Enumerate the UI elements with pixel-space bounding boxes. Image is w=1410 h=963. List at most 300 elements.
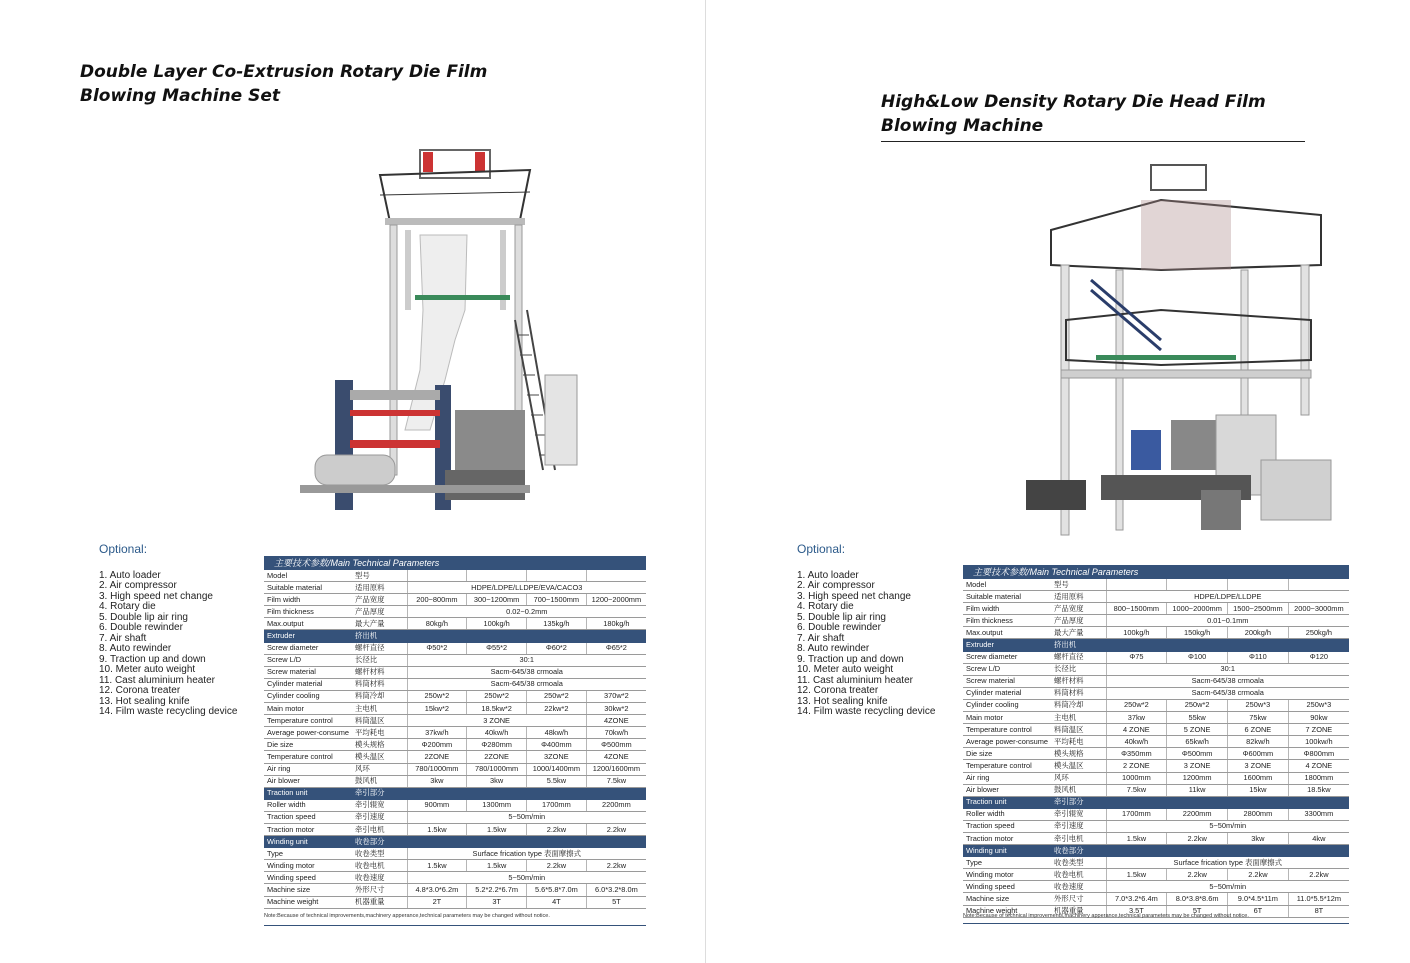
spec-row — [963, 820, 1349, 832]
param-value: Φ75 — [1106, 651, 1167, 663]
param-name-en: Die size — [264, 739, 352, 751]
param-value: Φ500mm — [586, 739, 646, 751]
param-name-cn: 牵引速度 — [1051, 820, 1106, 832]
optional-items — [797, 571, 935, 718]
param-name-en: Type — [264, 848, 352, 860]
param-name-cn: 收卷部分 — [352, 836, 407, 848]
param-value: 4 ZONE — [1106, 724, 1167, 736]
param-name-en: Cylinder material — [264, 678, 352, 690]
spec-row — [264, 872, 646, 884]
spec-row — [963, 579, 1349, 591]
param-name-cn: 料筒材料 — [352, 678, 407, 690]
param-value: 3 ZONE — [1228, 760, 1289, 772]
spec-row — [963, 736, 1349, 748]
param-value: 5 ZONE — [1167, 724, 1228, 736]
param-name-en: Traction unit — [963, 796, 1051, 808]
spec-row — [264, 618, 646, 630]
page-title — [80, 60, 487, 108]
param-value-shared: 0.01~0.1mm — [1106, 615, 1349, 627]
spec-row — [264, 896, 646, 908]
param-value: 90kw — [1288, 712, 1349, 724]
param-name-cn: 螺杆直径 — [1051, 651, 1106, 663]
spec-row — [963, 615, 1349, 627]
param-name-en: Cylinder cooling — [264, 690, 352, 702]
param-value: 1600mm — [1228, 772, 1289, 784]
param-name-cn: 最大产量 — [1051, 627, 1106, 639]
param-value: 2200mm — [586, 799, 646, 811]
param-name-en: Film thickness — [963, 615, 1051, 627]
param-name-en: Traction unit — [264, 787, 352, 799]
param-value: 2800mm — [1228, 808, 1289, 820]
spec-row — [963, 772, 1349, 784]
param-value: 100kg/h — [1106, 627, 1167, 639]
param-name-cn: 牵引辊宽 — [352, 799, 407, 811]
disclaimer-note: Note:Because of technical improvements,machinery apperance,technical parameters may be changed without notice. — [963, 913, 1249, 919]
param-value-shared: 30:1 — [407, 654, 646, 666]
param-value — [1228, 579, 1289, 591]
param-name-en: Suitable material — [264, 582, 352, 594]
param-value: Φ55*2 — [467, 642, 527, 654]
param-name-en: Machine weight — [963, 905, 1051, 917]
param-value: 7.5kw — [586, 775, 646, 787]
optional-item: 2. Air compressor — [99, 580, 177, 591]
spec-row — [963, 627, 1349, 639]
param-name-cn: 螺杆材料 — [352, 666, 407, 678]
spec-row — [963, 857, 1349, 869]
param-value — [467, 570, 527, 582]
param-name-en: Film thickness — [264, 606, 352, 618]
param-value: Φ200mm — [407, 739, 467, 751]
param-value: 780/1000mm — [467, 763, 527, 775]
optional-item: 4. Rotary die — [99, 601, 156, 612]
param-value: 22kw*2 — [527, 703, 587, 715]
optional-item: 7. Air shaft — [797, 632, 845, 644]
param-name-en: Screw diameter — [264, 642, 352, 654]
param-name-en: Machine size — [264, 884, 352, 896]
param-value: Φ600mm — [1228, 748, 1289, 760]
spec-row — [264, 666, 646, 678]
param-name-cn: 收卷电机 — [352, 860, 407, 872]
spec-row — [264, 570, 646, 582]
param-value: 370w*2 — [586, 690, 646, 702]
param-value-shared: Sacm-645/38 crmoala — [407, 666, 646, 678]
param-value: 780/1000mm — [407, 763, 467, 775]
param-name-cn: 料筒冷却 — [1051, 699, 1106, 711]
param-name-cn: 外形尺寸 — [352, 884, 407, 896]
spec-row — [264, 884, 646, 896]
param-value: 150kg/h — [1167, 627, 1228, 639]
spec-table — [963, 579, 1349, 918]
param-value: 7 ZONE — [1288, 724, 1349, 736]
param-value: 48kw/h — [527, 727, 587, 739]
param-name-cn: 料筒温区 — [1051, 724, 1106, 736]
param-name-en: Screw diameter — [963, 651, 1051, 663]
optional-item: 9. Traction up and down — [797, 653, 904, 665]
param-value: 250w*3 — [1288, 699, 1349, 711]
title-line-1: High&Low Density Rotary Die Head Film — [881, 92, 1266, 112]
param-name-en: Machine weight — [264, 896, 352, 908]
param-value: 1200mm — [1167, 772, 1228, 784]
optional-item: 12. Corona treater — [99, 685, 181, 696]
param-name-en: Winding unit — [963, 845, 1051, 857]
optional-item: 6. Double rewinder — [797, 622, 881, 633]
spec-row — [264, 751, 646, 763]
spec-row — [963, 603, 1349, 615]
optional-list — [797, 544, 935, 718]
param-name-en: Screw material — [963, 675, 1051, 687]
param-value: Φ100 — [1167, 651, 1228, 663]
param-value: 3kw — [407, 775, 467, 787]
param-value: 18.5kw*2 — [467, 703, 527, 715]
spec-row — [264, 642, 646, 654]
param-name-cn: 机器重量 — [1051, 905, 1106, 917]
page-title — [881, 90, 1305, 142]
param-value-shared: Sacm-645/38 crmoala — [1106, 687, 1349, 699]
param-value-shared: HDPE/LDPE/LLDPE — [1106, 591, 1349, 603]
param-value: 75kw — [1228, 712, 1289, 724]
spec-row — [963, 651, 1349, 663]
param-value: Φ500mm — [1167, 748, 1228, 760]
optional-list — [99, 544, 237, 718]
param-name-en: Temperature control — [264, 715, 352, 727]
footer-rule — [963, 923, 1349, 924]
param-name-en: Roller width — [264, 799, 352, 811]
param-name-cn: 收卷速度 — [1051, 881, 1106, 893]
param-value: 6 ZONE — [1228, 724, 1289, 736]
param-name-en: Suitable material — [963, 591, 1051, 603]
param-value: 1.5kw — [407, 823, 467, 835]
spec-row — [963, 893, 1349, 905]
param-value: 3.5T — [1106, 905, 1167, 917]
param-value: 4ZONE — [586, 715, 646, 727]
param-value: 70kw/h — [586, 727, 646, 739]
param-value: 1.5kw — [467, 860, 527, 872]
param-value: 3kw — [1228, 832, 1289, 844]
param-name-en: Average power-consume — [264, 727, 352, 739]
param-name-en: Winding unit — [264, 836, 352, 848]
param-name-en: Air ring — [963, 772, 1051, 784]
spec-row — [963, 724, 1349, 736]
param-value-shared: Surface frication type 表面摩擦式 — [1106, 857, 1349, 869]
param-value: 1.5kw — [407, 860, 467, 872]
optional-item: 12. Corona treater — [797, 685, 879, 696]
optional-item: 11. Cast aluminium heater — [797, 674, 913, 686]
machine-photo — [1021, 160, 1346, 555]
param-name-en: Traction speed — [963, 820, 1051, 832]
spec-row — [264, 739, 646, 751]
param-name-en: Extruder — [963, 639, 1051, 651]
param-name-en: Film width — [264, 594, 352, 606]
spec-row — [264, 823, 646, 835]
param-value — [407, 570, 467, 582]
param-name-cn: 主电机 — [352, 703, 407, 715]
param-value: 7.5kw — [1106, 784, 1167, 796]
spec-header: 主要技术参数/Main Technical Parameters — [264, 556, 646, 570]
param-name-en: Extruder — [264, 630, 352, 642]
param-value: 18.5kw — [1288, 784, 1349, 796]
spec-header: 主要技术参数/Main Technical Parameters — [963, 565, 1349, 579]
optional-item: 9. Traction up and down — [99, 653, 206, 665]
optional-item: 11. Cast aluminium heater — [99, 674, 215, 686]
param-value: 3T — [467, 896, 527, 908]
param-value: 1000/1400mm — [527, 763, 587, 775]
param-name-cn: 产品厚度 — [352, 606, 407, 618]
spec-row — [264, 594, 646, 606]
param-value: 135kg/h — [527, 618, 587, 630]
param-name-cn: 牵引部分 — [352, 787, 407, 799]
param-name-en: Winding speed — [264, 872, 352, 884]
param-name-cn: 主电机 — [1051, 712, 1106, 724]
param-name-cn: 外形尺寸 — [1051, 893, 1106, 905]
param-value: 300~1200mm — [467, 594, 527, 606]
footer-rule — [264, 925, 646, 926]
optional-item: 1. Auto loader — [99, 569, 161, 581]
optional-heading: Optional: — [99, 542, 148, 556]
param-name-cn: 牵引部分 — [1051, 796, 1106, 808]
param-value-shared: 5~50m/min — [1106, 881, 1349, 893]
param-value: Φ800mm — [1288, 748, 1349, 760]
param-name-cn: 平均耗电 — [1051, 736, 1106, 748]
param-name-cn: 挤出机 — [1051, 639, 1106, 651]
param-name-cn: 收卷部分 — [1051, 845, 1106, 857]
param-value: 2T — [407, 896, 467, 908]
spec-row — [264, 606, 646, 618]
param-value — [1106, 579, 1167, 591]
param-name-en: Temperature control — [963, 724, 1051, 736]
param-value: 1700mm — [527, 799, 587, 811]
param-value: 2.2kw — [1228, 869, 1289, 881]
param-value-shared: 30:1 — [1106, 663, 1349, 675]
spec-row — [264, 848, 646, 860]
param-value: 4kw — [1288, 832, 1349, 844]
param-name-cn: 适用原料 — [1051, 591, 1106, 603]
optional-heading: Optional: — [797, 542, 846, 556]
right-brochure-page — [705, 0, 1410, 963]
spec-row — [963, 881, 1349, 893]
spec-row — [264, 703, 646, 715]
optional-items — [99, 571, 237, 718]
param-value: Φ350mm — [1106, 748, 1167, 760]
param-name-en: Traction motor — [264, 823, 352, 835]
param-name-en: Traction speed — [264, 811, 352, 823]
param-value: 55kw — [1167, 712, 1228, 724]
param-value: 250w*2 — [407, 690, 467, 702]
param-value: 800~1500mm — [1106, 603, 1167, 615]
param-value: Φ50*2 — [407, 642, 467, 654]
param-value: 7.0*3.2*6.4m — [1106, 893, 1167, 905]
param-name-cn: 型号 — [1051, 579, 1106, 591]
param-value: 1.5kw — [1106, 832, 1167, 844]
param-value: 2ZONE — [467, 751, 527, 763]
param-name-en: Temperature control — [264, 751, 352, 763]
optional-item: 14. Film waste recycling device — [99, 706, 238, 717]
param-value: 2.2kw — [527, 823, 587, 835]
param-value-shared: 5~50m/min — [407, 872, 646, 884]
param-value: 5.2*2.2*6.7m — [467, 884, 527, 896]
param-name-cn: 料筒冷却 — [352, 690, 407, 702]
param-value: 200~800mm — [407, 594, 467, 606]
param-name-cn: 收卷速度 — [352, 872, 407, 884]
param-name-cn: 长径比 — [1051, 663, 1106, 675]
optional-item: 13. Hot sealing knife — [99, 695, 190, 707]
optional-item: 10. Meter auto weight — [797, 664, 894, 675]
param-value: 200kg/h — [1228, 627, 1289, 639]
param-value: 180kg/h — [586, 618, 646, 630]
param-name-cn: 机器重量 — [352, 896, 407, 908]
param-name-en: Winding motor — [264, 860, 352, 872]
param-value: 250w*2 — [467, 690, 527, 702]
param-value: 1800mm — [1288, 772, 1349, 784]
param-value: 11kw — [1167, 784, 1228, 796]
param-value: 2.2kw — [1288, 869, 1349, 881]
param-name-cn: 风环 — [1051, 772, 1106, 784]
param-value: 100kw/h — [1288, 736, 1349, 748]
param-value: 8T — [1288, 905, 1349, 917]
param-name-cn: 模头规格 — [352, 739, 407, 751]
param-value: 1000~2000mm — [1167, 603, 1228, 615]
spec-row — [963, 591, 1349, 603]
param-value: 2.2kw — [586, 823, 646, 835]
param-value-shared: 5~50m/min — [1106, 820, 1349, 832]
optional-item: 10. Meter auto weight — [99, 664, 196, 675]
param-name-en: Roller width — [963, 808, 1051, 820]
spec-row — [963, 760, 1349, 772]
param-name-cn: 螺杆直径 — [352, 642, 407, 654]
param-value: 1200~2000mm — [586, 594, 646, 606]
section-fill — [407, 836, 646, 848]
spec-row — [264, 775, 646, 787]
param-value: 65kw/h — [1167, 736, 1228, 748]
spec-section-row — [264, 787, 646, 799]
param-value: 9.0*4.5*11m — [1228, 893, 1289, 905]
param-value: 37kw/h — [407, 727, 467, 739]
param-name-en: Max.output — [963, 627, 1051, 639]
param-value: 250w*2 — [1167, 699, 1228, 711]
optional-item: 1. Auto loader — [797, 569, 859, 581]
section-fill — [407, 630, 646, 642]
param-value: 1500~2500mm — [1228, 603, 1289, 615]
param-value — [586, 570, 646, 582]
param-value: 40kw/h — [467, 727, 527, 739]
param-value: 3 ZONE — [1167, 760, 1228, 772]
spec-row — [963, 699, 1349, 711]
spec-table — [264, 570, 646, 909]
spec-row — [264, 763, 646, 775]
optional-item: 2. Air compressor — [797, 580, 875, 591]
param-value: 2000~3000mm — [1288, 603, 1349, 615]
param-name-cn: 螺杆材料 — [1051, 675, 1106, 687]
param-value: Φ110 — [1228, 651, 1289, 663]
param-value: 250w*3 — [1228, 699, 1289, 711]
spec-row — [963, 712, 1349, 724]
param-value — [527, 570, 587, 582]
spec-section-row — [963, 845, 1349, 857]
param-name-cn: 平均耗电 — [352, 727, 407, 739]
param-value: 900mm — [407, 799, 467, 811]
param-value: 2.2kw — [586, 860, 646, 872]
param-value: 1700mm — [1106, 808, 1167, 820]
spec-row — [963, 784, 1349, 796]
optional-item: 7. Air shaft — [99, 632, 147, 644]
param-value: 4 ZONE — [1288, 760, 1349, 772]
param-name-en: Model — [264, 570, 352, 582]
param-name-en: Winding motor — [963, 869, 1051, 881]
param-name-en: Screw material — [264, 666, 352, 678]
spec-row — [264, 582, 646, 594]
param-value: 1.5kw — [467, 823, 527, 835]
param-name-cn: 鼓风机 — [352, 775, 407, 787]
spec-row — [264, 678, 646, 690]
param-value: 4.8*3.0*6.2m — [407, 884, 467, 896]
param-value: 6T — [1228, 905, 1289, 917]
param-value: 3kw — [467, 775, 527, 787]
spec-row — [264, 799, 646, 811]
param-value: 3300mm — [1288, 808, 1349, 820]
optional-item: 5. Double lip air ring — [797, 611, 886, 623]
section-fill — [1106, 845, 1349, 857]
param-value: 80kg/h — [407, 618, 467, 630]
optional-item: 13. Hot sealing knife — [797, 695, 888, 707]
spec-row — [264, 654, 646, 666]
optional-item: 8. Auto rewinder — [99, 643, 172, 654]
param-value: 6.0*3.2*8.0m — [586, 884, 646, 896]
param-value: 1.5kw — [1106, 869, 1167, 881]
spec-row — [963, 687, 1349, 699]
param-name-cn: 挤出机 — [352, 630, 407, 642]
param-name-cn: 料筒材料 — [1051, 687, 1106, 699]
param-value: 5.6*5.8*7.0m — [527, 884, 587, 896]
param-value: 1200/1600mm — [586, 763, 646, 775]
param-value: 700~1500mm — [527, 594, 587, 606]
param-name-cn: 产品厚度 — [1051, 615, 1106, 627]
spec-table-panel — [264, 556, 646, 909]
param-value: 5T — [1167, 905, 1228, 917]
param-value — [1167, 579, 1228, 591]
spec-row — [963, 869, 1349, 881]
param-value: 100kg/h — [467, 618, 527, 630]
param-name-en: Machine size — [963, 893, 1051, 905]
spec-section-row — [963, 639, 1349, 651]
param-name-cn: 风环 — [352, 763, 407, 775]
param-name-cn: 适用原料 — [352, 582, 407, 594]
param-value: Φ60*2 — [527, 642, 587, 654]
param-value: 2ZONE — [407, 751, 467, 763]
optional-item: 3. High speed net change — [99, 590, 213, 602]
optional-item: 4. Rotary die — [797, 601, 854, 612]
param-value: 11.0*5.5*12m — [1288, 893, 1349, 905]
param-value: Φ280mm — [467, 739, 527, 751]
param-value: 2 ZONE — [1106, 760, 1167, 772]
param-name-en: Film width — [963, 603, 1051, 615]
machine-photo — [295, 140, 625, 540]
param-name-en: Screw L/D — [963, 663, 1051, 675]
param-value — [1288, 579, 1349, 591]
spec-row — [264, 715, 646, 727]
param-value: 15kw — [1228, 784, 1289, 796]
spec-row — [963, 808, 1349, 820]
spec-row — [264, 811, 646, 823]
param-name-en: Cylinder material — [963, 687, 1051, 699]
spec-table-panel — [963, 565, 1349, 918]
param-name-en: Average power-consume — [963, 736, 1051, 748]
param-value-shared: Sacm-645/38 crmoala — [407, 678, 646, 690]
param-name-en: Air blower — [264, 775, 352, 787]
param-name-en: Air blower — [963, 784, 1051, 796]
param-value: 2.2kw — [1167, 832, 1228, 844]
param-value: 15kw*2 — [407, 703, 467, 715]
optional-item: 8. Auto rewinder — [797, 643, 870, 654]
param-name-cn: 型号 — [352, 570, 407, 582]
